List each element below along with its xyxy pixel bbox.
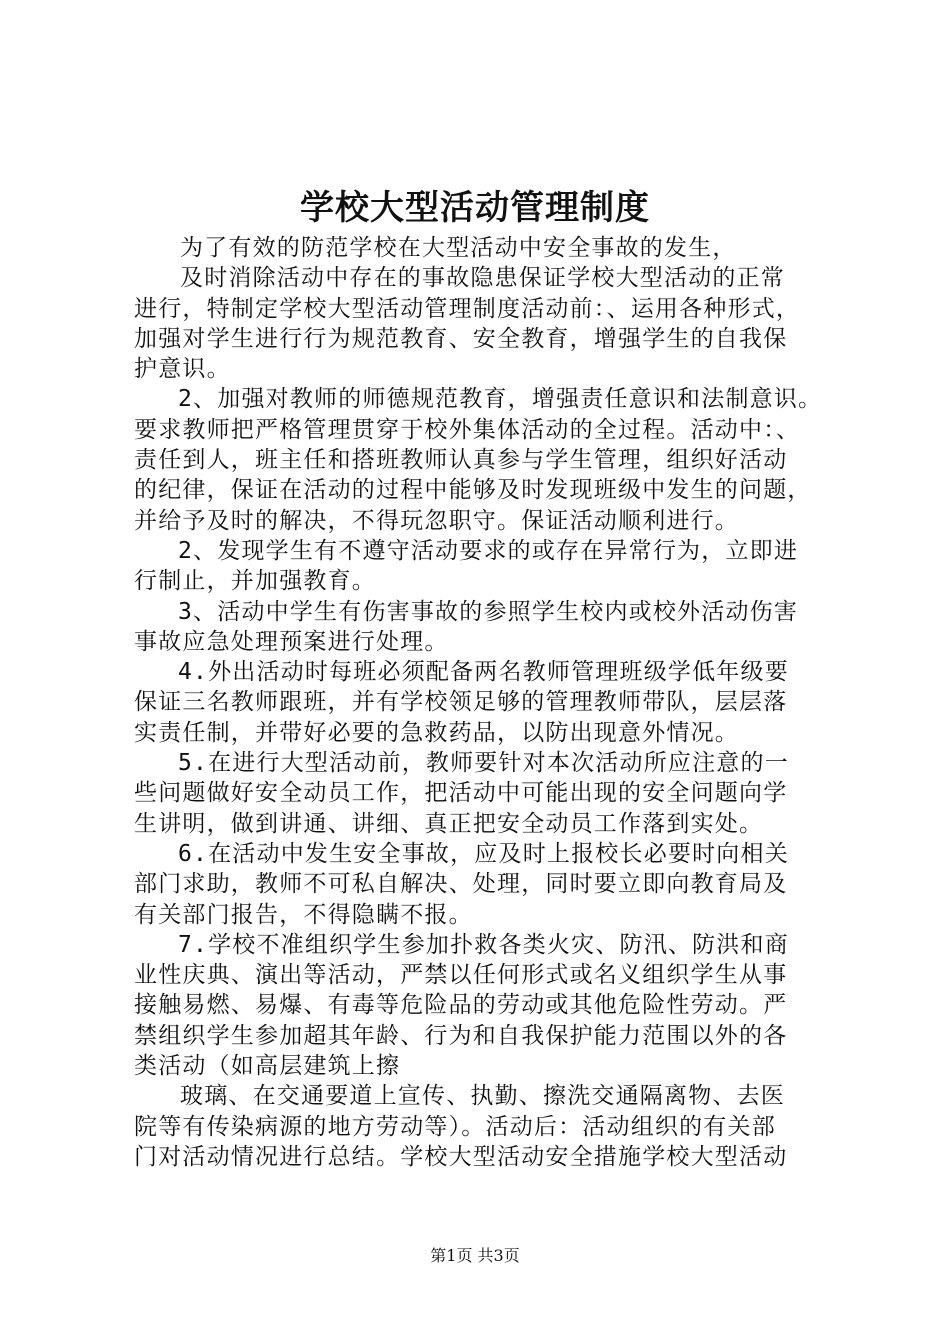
body-line: 为了有效的防范学校在大型活动中安全事故的发生， [180, 235, 737, 261]
body-line: 接触易燃、易爆、有毒等危险品的劳动或其他危险性劳动。严 [134, 992, 788, 1019]
body-line: 2、发现学生有不遵守活动要求的或存在异常行为，立即进 [178, 537, 799, 564]
page-footer: 第1页 共3页 [430, 1246, 520, 1265]
body-line: 5.在进行大型活动前，教师要针对本次活动所应注意的一 [178, 750, 789, 777]
body-line: 业性庆典、演出等活动，严禁以任何形式或名义组织学生从事 [134, 962, 788, 989]
body-line: 些问题做好安全动员工作，把活动中可能出现的安全问题向学 [134, 780, 788, 807]
body-line: 并给予及时的解决，不得玩忽职守。保证活动顺利进行。 [134, 507, 739, 534]
body-line: 3、活动中学生有伤害事故的参照学生校内或校外活动伤害 [178, 598, 799, 625]
body-line: 要求教师把严格管理贯穿于校外集体活动的全过程。活动中：、 [134, 416, 801, 443]
body-line: 7.学校不准组织学生参加扑救各类火灾、防汛、防洪和商 [178, 931, 789, 958]
body-line: 加强对学生进行行为规范教育、安全教育，增强学生的自我保 [134, 325, 788, 352]
body-line: 2、加强对教师的师德规范教育，增强责任意识和法制意识。 [178, 386, 823, 413]
body-line: 4.外出活动时每班必须配备两名教师管理班级学低年级要 [178, 659, 789, 686]
body-line: 实责任制，并带好必要的急救药品，以防出现意外情况。 [134, 719, 739, 746]
body-line: 禁组织学生参加超其年龄、行为和自我保护能力范围以外的各 [134, 1022, 788, 1049]
body-line: 6.在活动中发生安全事故，应及时上报校长必要时向相关 [178, 840, 789, 867]
body-line: 生讲明，做到讲通、讲细、真正把安全动员工作落到实处。 [134, 810, 764, 837]
body-line: 及时消除活动中存在的事故隐患保证学校大型活动的正常 [180, 265, 785, 292]
body-line: 门对活动情况进行总结。学校大型活动安全措施学校大型活动 [134, 1143, 788, 1170]
body-line: 保证三名教师跟班，并有学校领足够的管理教师带队，层层落 [134, 689, 788, 716]
body-line: 玻璃、在交通要道上宣传、执勤、擦洗交通隔离物、去医 [180, 1083, 785, 1110]
body-line: 类活动（如高层建筑上擦 [134, 1053, 401, 1080]
body-line: 进行，特制定学校大型活动管理制度活动前：、运用各种形式， [134, 295, 801, 322]
body-line: 的纪律，保证在活动的过程中能够及时发现班级中发生的问题， [134, 477, 812, 504]
body-line: 部门求助，教师不可私自解决、处理，同时要立即向教育局及 [134, 871, 788, 898]
body-line: 事故应急处理预案进行处理。 [134, 628, 449, 655]
body-line: 护意识。 [134, 356, 231, 383]
body-line: 行制止，并加强教育。 [134, 568, 376, 595]
body-line: 责任到人，班主任和搭班教师认真参与学生管理，组织好活动 [134, 447, 788, 474]
body-line: 有关部门报告，不得隐瞒不报。 [134, 901, 473, 928]
document-title: 学校大型活动管理制度 [300, 188, 650, 228]
document-body [134, 233, 834, 1172]
body-line: 院等有传染病源的地方劳动等）。活动后：活动组织的有关部 [134, 1113, 776, 1140]
